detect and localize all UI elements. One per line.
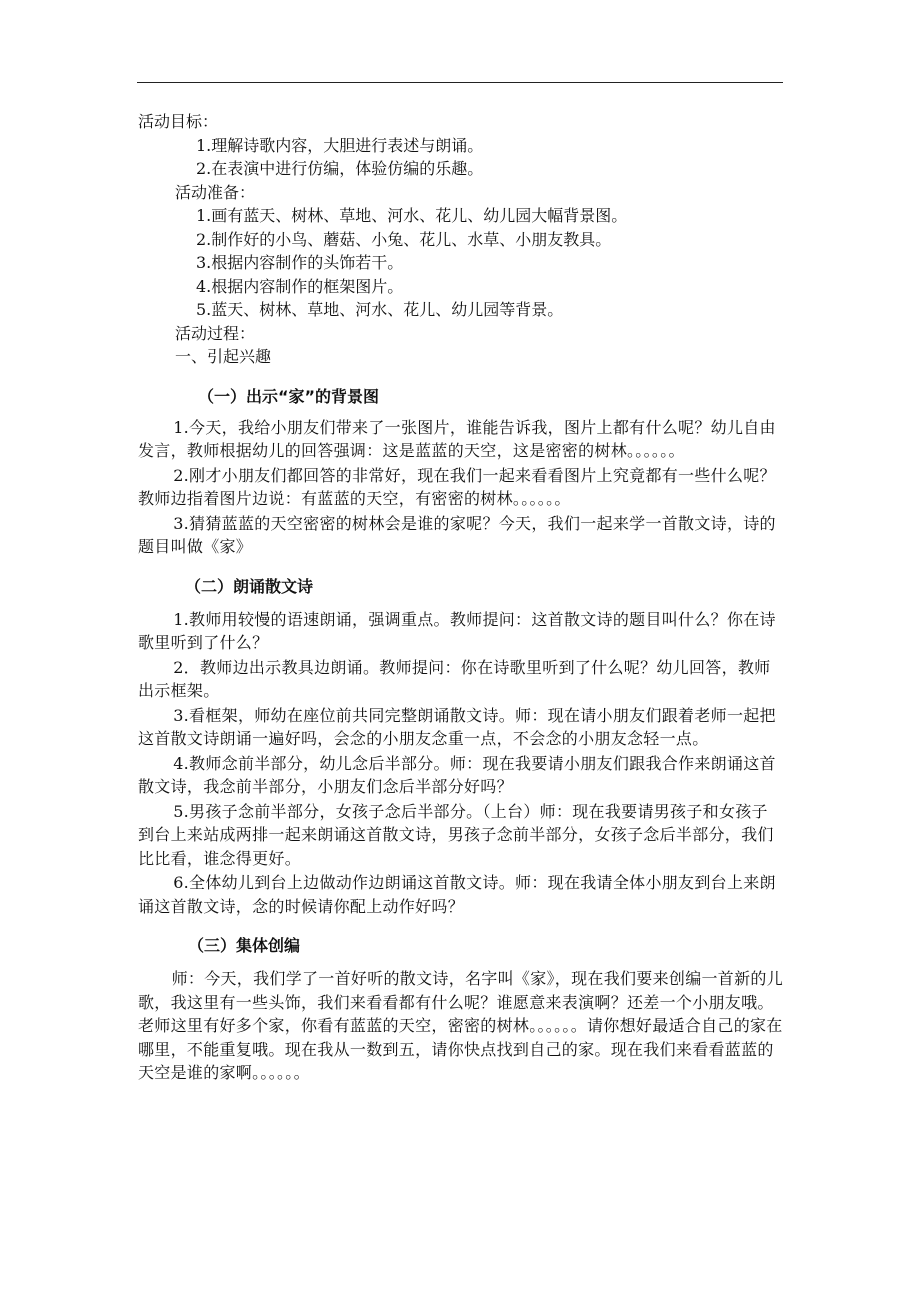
section-1-heading: （一）出示“家”的背景图 — [198, 386, 380, 406]
section-2-paragraph-3: 3.看框架，师幼在座位前共同完整朗诵散文诗。师：现在请小朋友们跟着老师一起把这首散文诗朗诵一遍好吗，会念的小朋友念重一点，不会念的小朋友念轻一点。 — [138, 705, 776, 748]
section-3-paragraph-1: 师：今天，我们学了一首好听的散文诗，名字叫《家》，现在我们要来创编一首新的儿歌，我这里有一些头饰，我们来看看都有什么呢？谁愿意来表演啊？还差一个小朋友哦。老师这里有好多个家，你看有蓝蓝的天空，密密的树林。。。。。。请你想好最适合自己的家在哪里，不能重复哦。现在我从一数到五，请你快点找到自己的家。现在我们来看看蓝蓝的天空是谁的家啊。。。。。。 — [138, 969, 783, 1082]
document-body — [138, 110, 783, 1085]
process-intro: 一、引起兴趣 — [175, 347, 272, 366]
section-1-paragraph-2: 2.刚才小朋友们都回答的非常好，现在我们一起来看看图片上究竟都有一些什么呢？教师边指着图片边说：有蓝蓝的天空，有密密的树林。。。。。。 — [138, 465, 776, 508]
header-rule — [137, 82, 783, 83]
preparation-item-1: 1.画有蓝天、树林、草地、河水、花儿、幼儿园大幅背景图。 — [196, 206, 628, 225]
section-2-paragraph-1: 1.教师用较慢的语速朗诵，强调重点。教师提问：这首散文诗的题目叫什么？你在诗歌里听到了什么？ — [138, 609, 776, 652]
preparation-item-3: 3.根据内容制作的头饰若干。 — [196, 253, 404, 272]
preparation-item-2: 2.制作好的小鸟、蘑菇、小兔、花儿、水草、小朋友教具。 — [196, 229, 612, 249]
process-title: 活动过程： — [175, 323, 256, 343]
objective-item-2: 2.在表演中进行仿编，体验仿编的乐趣。 — [196, 159, 484, 178]
objective-item-1: 1.理解诗歌内容，大胆进行表述与朗诵。 — [196, 135, 484, 155]
section-2-paragraph-2: 2．教师边出示教具边朗诵。教师提问：你在诗歌里听到了什么呢？幼儿回答，教师出示框架。 — [138, 657, 771, 700]
preparation-title: 活动准备： — [175, 182, 256, 202]
section-2-paragraph-6: 6.全体幼儿到台上边做动作边朗诵这首散文诗。师：现在我请全体小朋友到台上来朗诵这首散文诗，念的时候请你配上动作好吗？ — [138, 873, 776, 916]
section-3-heading: （三）集体创编 — [188, 936, 301, 955]
section-2-heading: （二）朗诵散文诗 — [185, 576, 314, 596]
preparation-item-4: 4.根据内容制作的框架图片。 — [196, 276, 404, 296]
preparation-item-5: 5.蓝天、树林、草地、河水、花儿、幼儿园等背景。 — [196, 300, 564, 319]
objectives-title: 活动目标： — [138, 112, 219, 131]
section-2-paragraph-4: 4.教师念前半部分，幼儿念后半部分。师：现在我要请小朋友们跟我合作来朗诵这首散文诗，我念前半部分，小朋友们念后半部分好吗？ — [138, 753, 776, 796]
section-1-paragraph-3: 3.猜猜蓝蓝的天空密密的树林会是谁的家呢？今天，我们一起来学一首散文诗，诗的题目叫做《家》 — [138, 513, 776, 556]
section-1-paragraph-1: 1.今天，我给小朋友们带来了一张图片，谁能告诉我，图片上都有什么呢？幼儿自由发言，教师根据幼儿的回答强调：这是蓝蓝的天空，这是密密的树林。。。。。。 — [138, 417, 776, 460]
section-2-paragraph-5: 5.男孩子念前半部分，女孩子念后半部分。（上台）师：现在我要请男孩子和女孩子到台上来站成两排一起来朗诵这首散文诗，男孩子念前半部分，女孩子念后半部分，我们比比看，谁念得更好。 — [138, 801, 774, 868]
